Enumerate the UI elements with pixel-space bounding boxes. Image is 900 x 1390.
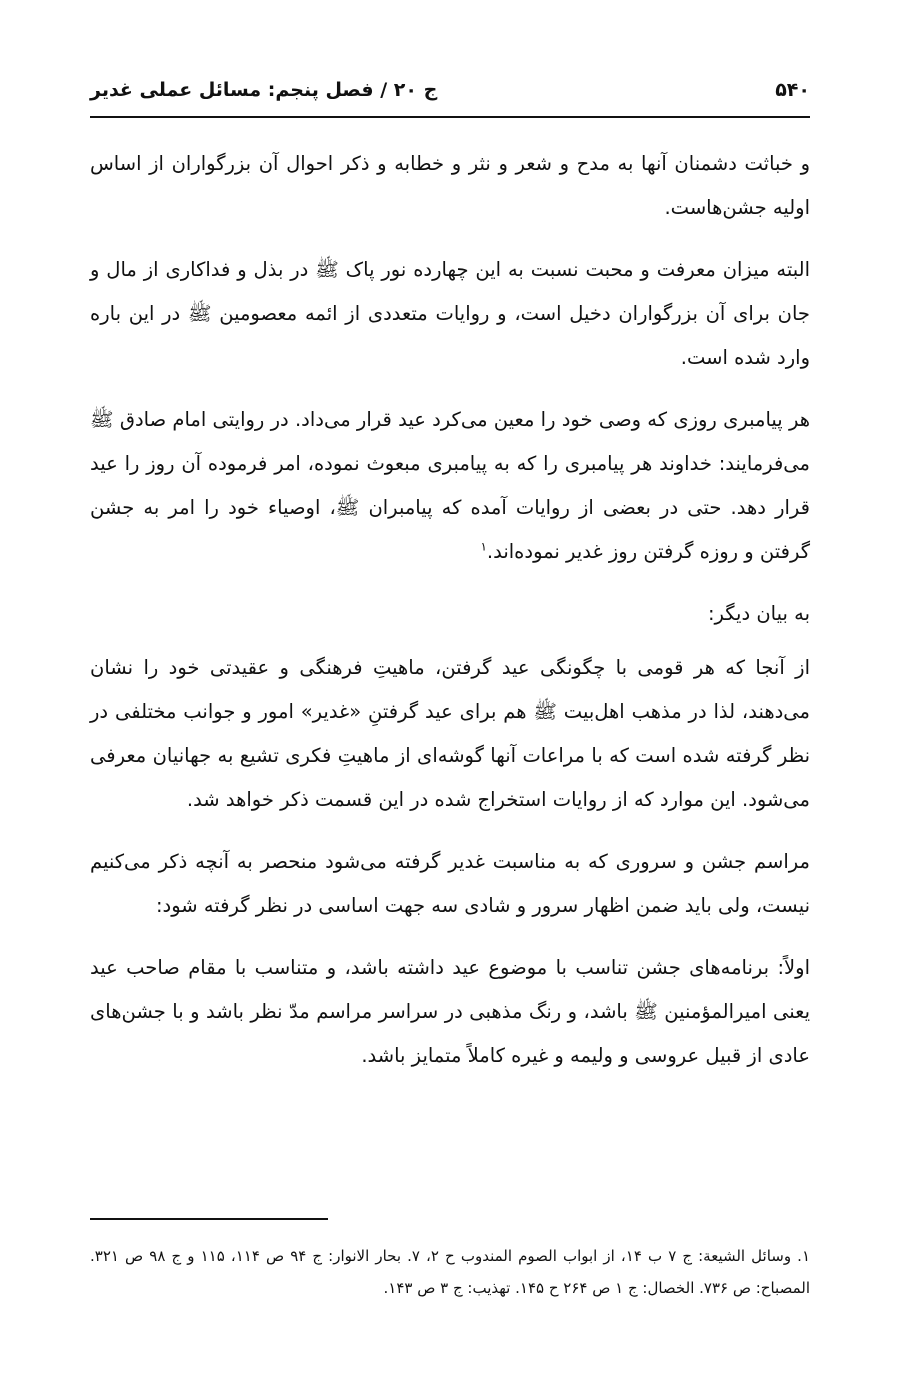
header-rule — [90, 116, 810, 118]
paragraph: و خباثت دشمنان آنها به مدح و شعر و نثر و خطابه و ذکر احوال آن بزرگواران از اساس اولیه جشن‌هاست. — [90, 152, 810, 219]
paragraph: مراسم جشن و سروری که به مناسبت غدیر گرفته می‌شود منحصر به آنچه ذکر می‌کنیم نیست، ولی باید ضمن اظهار سرور و شادی سه جهت اساسی در نظر گرفته شود: — [90, 850, 810, 917]
paragraph: اولاً: برنامه‌های جشن تناسب با موضوع عید داشته باشد، و متناسب با مقام صاحب عید یعنی امیرالمؤمنین ﷺ باشد، و رنگ مذهبی در سراسر مراسم مدّ نظر باشد و با جشن‌های عادی از قبیل عروسی و ولیمه و غیره کاملاً متمایز باشد. — [90, 956, 810, 1067]
running-header — [90, 72, 810, 108]
footnote-marker[interactable]: ۱ — [480, 539, 487, 554]
footnote: ۱. وسائل الشیعة: ج ۷ ب ۱۴، از ابواب الصوم المندوب ح ۲، ۷. بحار الانوار: ج ۹۴ ص ۱۱۴، ۱۱۵ و ج ۹۸ ص ۳۲۱. المصباح: ص ۷۳۶. الخصال: ج ۱ ص ۲۶۴ ح ۱۴۵. تهذیب: ج ۳ ص ۱۴۳. — [90, 1247, 811, 1297]
paragraph-text: هر پیامبری روزی که وصی خود را معین می‌کرد عید قرار می‌داد. در روایتی امام صادق ﷺ می‌فرمایند: خداوند هر پیامبری را که به پیامبری مبعوث نموده، امر فرموده آن روز را عید قرار دهد. حتی در بعضی از روایات آمده که پیامبران ﷺ، اوصیاء خود را امر به جشن گرفتن و روزه گرفتن روز غدیر نموده‌اند. — [90, 408, 810, 563]
body-text — [90, 142, 810, 1096]
paragraph: به بیان دیگر: — [707, 602, 810, 625]
paragraph-with-footnote — [90, 398, 810, 574]
page-number: ۵۴۰ — [775, 79, 810, 101]
footnote-rule — [90, 1218, 328, 1220]
book-page — [90, 0, 810, 1390]
running-title: ج ۲۰ / فصل پنجم: مسائل عملی غدیر — [90, 79, 438, 101]
paragraph: البته میزان معرفت و محبت نسبت به این چهارده نور پاک ﷺ در بذل و فداکاری از مال و جان برای آن بزرگواران دخیل است، و روایات متعددی از ائمه معصومین ﷺ در این باره وارد شده است. — [90, 258, 810, 369]
paragraph: از آنجا که هر قومی با چگونگی عید گرفتن، ماهیتِ فرهنگی و عقیدتی خود را نشان می‌دهند، لذا در مذهب اهل‌بیت ﷺ هم برای عید گرفتنِ «غدیر» امور و جوانب مختلفی در نظر گرفته شده است که با مراعات آنها گوشه‌ای از ماهیتِ فکری تشیع به جهانیان معرفی می‌شود. این موارد که از روایات استخراج شده در این قسمت ذکر خواهد شد. — [90, 656, 810, 811]
